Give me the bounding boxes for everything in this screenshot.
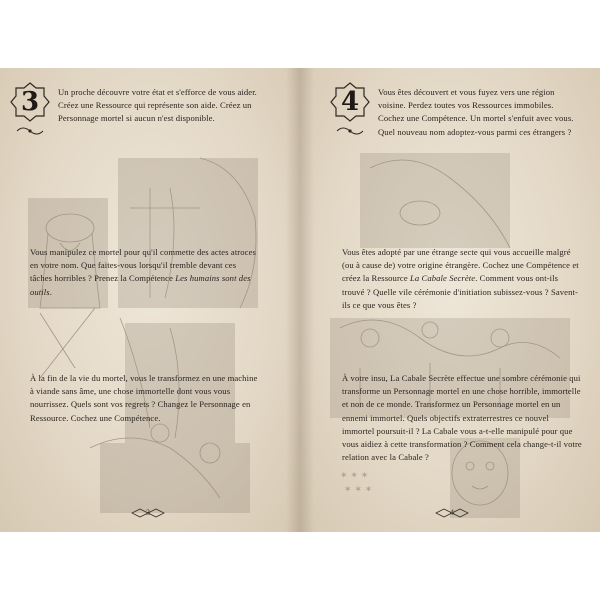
paragraph-text: À votre insu, La Cabale Secrète effectue une sombre cérémonie qui transforme un Personnage mortel en une chose horrible, immortelle et non de ce monde. Transformez un Personnage mortel en un ennemi immortel. Quels objectifs extraterrestres ce nouvel immortel poursuit-il ? La Cabale vous a-t-elle manipulé pour que vous aidiez à cette transformation ? Comment cela change-t-il votre relation avec la Cabale ? <box>342 373 582 463</box>
paragraph <box>58 86 258 126</box>
paragraph-text: Vous êtes découvert et vous fuyez vers une région voisine. Perdez toutes vos Ressources immobiles. Cochez une Compétence. Un mortel s'enfuit avec vous. Quel nouveau nom adoptez-vous parmi ces étrangers ? <box>378 87 574 137</box>
book-spread <box>0 68 600 532</box>
paragraph <box>342 372 582 464</box>
paragraph-text: . Comment vous ont-ils trouvé ? Quelle vile cérémonie d'initiation subissez-vous ? Savent-ils ce que vous êtes ? <box>342 273 578 310</box>
left-page <box>0 68 300 532</box>
paragraph-text: À la fin de la vie du mortel, vous le transformez en une machine à viande sans âme, une chose immortelle dont vous vous nourrissez. Quels sont vos regrets ? Changez le Personnage en Ressource. Cochez une Compétence. <box>30 373 258 423</box>
chapter-number: 4 <box>340 87 360 117</box>
paragraph-text: . <box>49 286 52 297</box>
flourish-icon <box>15 124 45 138</box>
skill-name: Les humains sont des outils <box>30 273 251 297</box>
paragraph-text: Vous êtes adopté par une étrange secte qui vous accueille malgré (ou à cause de) votre origine étrangère. Cochez une Compétence et créez la Ressource <box>342 247 579 284</box>
resource-name: La Cabale Secrète <box>410 273 476 284</box>
paragraph <box>342 246 582 312</box>
paragraph-text: Vous manipulez ce mortel pour qu'il commette des actes atroces en votre nom. Que faites-vous lorsqu'il tremble devant ces tâches horribles ? Prenez la Compétence <box>30 247 256 284</box>
paragraph <box>30 372 260 425</box>
chapter-badge <box>330 82 370 122</box>
page-folio <box>128 506 168 520</box>
engraving-illustration-top <box>0 68 300 532</box>
page-folio <box>432 506 472 520</box>
svg-text:✶ ✶ ✶: ✶ ✶ ✶ <box>344 485 373 495</box>
chapter-badge <box>10 82 50 122</box>
chapter-number: 3 <box>20 87 40 117</box>
paragraph-text: Un proche découvre votre état et s'efforce de vous aider. Créez une Ressource qui représente son aide. Créez un Personnage mortel si aucun n'est disponible. <box>58 87 257 124</box>
right-page <box>300 68 600 532</box>
flourish-icon <box>335 124 365 138</box>
page-number: 3 <box>146 508 150 517</box>
paragraph <box>378 86 578 139</box>
paragraph <box>30 246 260 299</box>
page-number: 4 <box>450 508 454 517</box>
svg-text:✶ ✶ ✶: ✶ ✶ ✶ <box>340 471 369 481</box>
